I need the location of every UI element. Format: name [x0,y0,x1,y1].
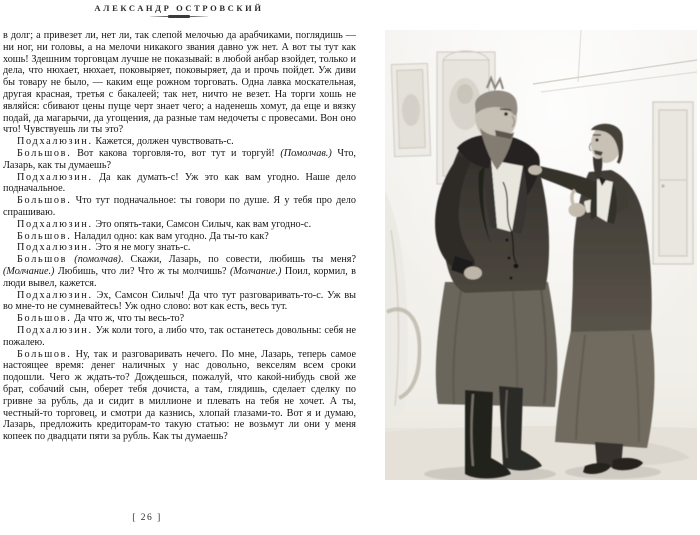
character-name: Большов. [17,195,72,207]
text-run: Кажется, должен чувствовать-с. [92,136,234,148]
text-run: Любишь, что ли? Что ж ты молчишь? [54,265,230,277]
text-run: Да что ж, что ты весь-то? [71,313,185,325]
character-name: Подхалюзин. [17,171,93,183]
text-run: Наладил одно: как вам угодно. Да ты-то как? [71,230,269,242]
door [653,102,693,264]
character-name: Подхалюзин. [17,242,93,254]
text-run: Да как думать-с! Уж это как вам угодно. Наше дело подначальное. [3,171,356,195]
text-run: Что, Лазарь, как ты думаешь? [3,147,356,171]
text-run: в долг; а привезет ли, нет ли, так слепой мелочью да арабчиками, поглядишь — ни ног, ни головы, а на мелочи никакого звания давно уж нет. А вот ты тут как хошь! Здешним торговцам лучше не показывай: в любой анбар взойдет, только и дела, что нюхает, нюхает, поковыряет, поковыряет, да и прочь пойдет. Уж диви бы товару не было, — каким еще рожном торговать. Одна лавка москательная, другая красная, третья с бакалеей; так нет, ничто не везет. На торги хошь не являйся: сбивают цены пуще черт знает чего; а наденешь хомут, да еще и вязку подай, да магарычи, да угощения, да разные там недочеты с провесами. Вон оно что! Чувствуешь ли ты это? [3,30,356,136]
character-name: Подхалюзин. [17,136,93,148]
paragraph [3,325,356,349]
character-name: Большов. [17,230,72,242]
text-run: Уж коли того, а либо что, так останетесь довольны: себя не пожалею. [3,324,356,348]
text-run: (помолчав) [74,254,121,266]
text-run: (Помолчав.) [280,147,332,159]
text-run: Ну, так и разговаривать нечего. По мне, Лазарь, теперь самое настоящее время: денег наличных у нас довольно, векселям всем сроки подошли. Чего ж ждать-то? Дождешься, пожалуй, что какой-нибудь свой же брат, собачий сын, оберет тебя дочиста, а там, глядишь, сделает сделку по гривне за рубль, да и сидит в миллионе и плевать на тебя не хочет. А ты, честный-то торговец, и смотри да казнись, хлопай глазами-то. Вот я и думаю, Лазарь, предложить кредиторам-то такую статью: не возьмут ли они у меня копеек по двадцати пяти за рубль. Как ты думаешь? [3,348,356,443]
character-name: Подхалюзин. [17,324,93,336]
text-column [3,30,356,443]
text-run: Эх, Самсон Силыч! Да что тут разговаривать-то-с. Уж вы во мне-то не сумневайтесь! Уж одно слово: вот как есть, весь тут. [3,289,356,313]
page-number: [ 26 ] [132,513,162,523]
text-run: (Молчание.) [229,265,282,277]
floor [385,426,697,480]
text-run: Это опять-таки, Самсон Силыч, как вам угодно-с. [92,218,312,230]
paragraph [3,172,356,196]
paragraph [3,148,356,172]
paragraph [3,290,356,314]
text-run: Поил, кормил, в люди вывел, кажется. [3,265,356,289]
character-name: Большов. [17,348,72,360]
character-name: Подхалюзин. [17,218,93,230]
author-name: АЛЕКСАНДР ОСТРОВСКИЙ [94,3,264,13]
running-head [2,3,356,18]
text-run: . Скажи, Лазарь, по совести, любишь ты меня? [120,254,356,266]
paragraph [3,231,356,243]
character-name: Большов. [17,147,72,159]
illustration-svg [385,30,697,480]
paragraph [3,136,356,148]
header-divider [150,15,208,18]
text-run: (Молчание.) [3,265,55,277]
paragraph [3,349,356,443]
paragraph [3,195,356,219]
illustration [385,30,697,480]
text-run: Вот какова торговля-то, вот тут и торгуй! [71,147,281,159]
text-run: Что тут подначальное: ты говори по душе. Я у тебя про дело спрашиваю. [3,195,356,218]
character-name: Подхалюзин. [17,289,93,301]
paragraph [3,313,356,325]
paragraph [3,254,356,289]
character-name: Большов [17,254,68,266]
text-run: Это я не могу знать-с. [92,242,191,254]
paragraph [3,219,356,231]
character-name: Большов. [17,313,72,325]
paragraph [3,30,356,136]
paragraph [3,242,356,254]
